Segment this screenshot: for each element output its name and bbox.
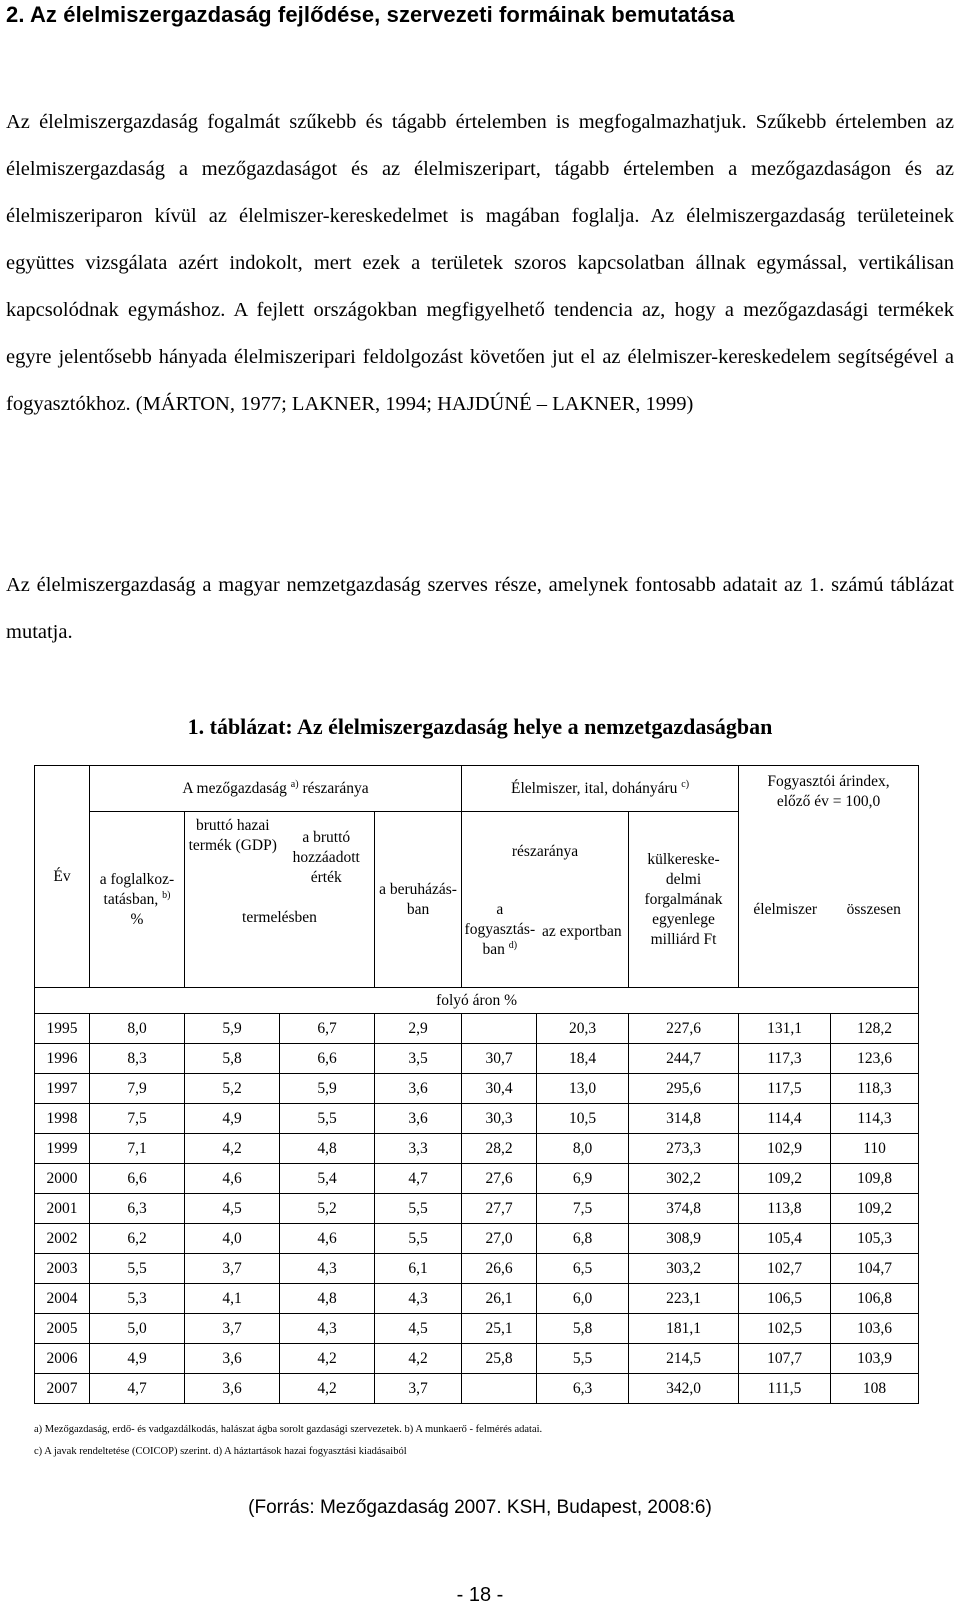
header-row-groups bbox=[35, 766, 919, 812]
header-group-food bbox=[462, 766, 739, 812]
header-group-agriculture-text: A mezőgazdaság bbox=[182, 779, 287, 797]
value-cell: 6,3 bbox=[537, 1374, 629, 1404]
header-group-food-text: Élelmiszer, ital, dohányáru bbox=[511, 779, 678, 797]
year-cell: 2004 bbox=[35, 1284, 90, 1314]
value-cell: 3,6 bbox=[185, 1374, 280, 1404]
value-cell bbox=[462, 1014, 537, 1044]
footnote-marker-a: a) bbox=[290, 778, 299, 790]
value-cell: 4,5 bbox=[375, 1314, 462, 1344]
value-cell: 114,3 bbox=[831, 1104, 919, 1134]
value-cell: 8,0 bbox=[537, 1134, 629, 1164]
value-cell: 102,7 bbox=[739, 1254, 831, 1284]
value-cell: 105,3 bbox=[831, 1224, 919, 1254]
value-cell bbox=[462, 1374, 537, 1404]
value-cell: 5,3 bbox=[90, 1284, 185, 1314]
year-cell: 2001 bbox=[35, 1194, 90, 1224]
footnote-2: c) A javak rendeltetése (COICOP) szerint. d) A háztartások hazai fogyasztási kiadásaiból bbox=[34, 1446, 407, 1457]
value-cell: 20,3 bbox=[537, 1014, 629, 1044]
value-cell: 123,6 bbox=[831, 1044, 919, 1074]
header-consumption: a fogyasztás-ban bbox=[464, 901, 536, 958]
header-gva: a bruttó hozzáadott érték bbox=[292, 829, 360, 886]
value-cell: 374,8 bbox=[629, 1194, 739, 1224]
value-cell: 3,6 bbox=[375, 1074, 462, 1104]
section-heading: 2. Az élelmiszergazdaság fejlődése, szervezeti formáinak bemutatása bbox=[6, 2, 735, 27]
value-cell: 2,9 bbox=[375, 1014, 462, 1044]
value-cell: 3,7 bbox=[185, 1254, 280, 1284]
unit-row bbox=[35, 988, 919, 1014]
value-cell: 26,1 bbox=[462, 1284, 537, 1314]
table-body bbox=[35, 1014, 919, 1404]
table-row bbox=[35, 1374, 919, 1404]
value-cell: 295,6 bbox=[629, 1074, 739, 1104]
value-cell: 314,8 bbox=[629, 1104, 739, 1134]
value-cell: 6,5 bbox=[537, 1254, 629, 1284]
header-investment: a beruházás-ban bbox=[375, 812, 462, 988]
page-number: - 18 - bbox=[456, 1584, 504, 1606]
value-cell: 4,9 bbox=[90, 1344, 185, 1374]
value-cell: 118,3 bbox=[831, 1074, 919, 1104]
value-cell: 5,5 bbox=[375, 1194, 462, 1224]
table-row bbox=[35, 1254, 919, 1284]
value-cell: 6,8 bbox=[537, 1224, 629, 1254]
value-cell: 273,3 bbox=[629, 1134, 739, 1164]
year-cell: 2003 bbox=[35, 1254, 90, 1284]
value-cell: 25,1 bbox=[462, 1314, 537, 1344]
table-row bbox=[35, 1284, 919, 1314]
paragraph-table-intro: Az élelmiszergazdaság a magyar nemzetgazdaság szerves része, amelynek fontosabb adatait az 1. számú táblázat mutatja. bbox=[6, 574, 954, 643]
value-cell: 102,5 bbox=[739, 1314, 831, 1344]
value-cell: 4,6 bbox=[185, 1164, 280, 1194]
value-cell: 3,7 bbox=[185, 1314, 280, 1344]
value-cell: 5,5 bbox=[280, 1104, 375, 1134]
value-cell: 5,9 bbox=[280, 1074, 375, 1104]
year-cell: 2007 bbox=[35, 1374, 90, 1404]
value-cell: 227,6 bbox=[629, 1014, 739, 1044]
table-row bbox=[35, 1044, 919, 1074]
value-cell: 302,2 bbox=[629, 1164, 739, 1194]
value-cell: 5,0 bbox=[90, 1314, 185, 1344]
value-cell: 4,3 bbox=[375, 1284, 462, 1314]
value-cell: 4,2 bbox=[280, 1374, 375, 1404]
value-cell: 6,7 bbox=[280, 1014, 375, 1044]
value-cell: 4,8 bbox=[280, 1284, 375, 1314]
value-cell: 105,4 bbox=[739, 1224, 831, 1254]
value-cell: 5,8 bbox=[537, 1314, 629, 1344]
header-price-index-area bbox=[739, 766, 919, 988]
footnote-marker-b: b) bbox=[162, 889, 171, 901]
value-cell: 128,2 bbox=[831, 1014, 919, 1044]
year-cell: 1999 bbox=[35, 1134, 90, 1164]
value-cell: 108 bbox=[831, 1374, 919, 1404]
value-cell: 4,2 bbox=[185, 1134, 280, 1164]
value-cell: 244,7 bbox=[629, 1044, 739, 1074]
year-cell: 2002 bbox=[35, 1224, 90, 1254]
value-cell: 30,3 bbox=[462, 1104, 537, 1134]
value-cell: 5,4 bbox=[280, 1164, 375, 1194]
value-cell: 5,9 bbox=[185, 1014, 280, 1044]
header-export: az exportban bbox=[542, 923, 622, 940]
value-cell: 104,7 bbox=[831, 1254, 919, 1284]
value-cell: 30,7 bbox=[462, 1044, 537, 1074]
value-cell: 8,0 bbox=[90, 1014, 185, 1044]
value-cell: 103,9 bbox=[831, 1344, 919, 1374]
header-total: összesen bbox=[846, 901, 901, 918]
header-employment-line1: a foglalkoz- bbox=[99, 870, 175, 888]
value-cell: 5,2 bbox=[185, 1074, 280, 1104]
value-cell: 4,0 bbox=[185, 1224, 280, 1254]
value-cell: 4,2 bbox=[375, 1344, 462, 1374]
value-cell: 6,9 bbox=[537, 1164, 629, 1194]
table-row bbox=[35, 1014, 919, 1044]
header-employment-line3: % bbox=[130, 910, 144, 928]
value-cell: 28,2 bbox=[462, 1134, 537, 1164]
value-cell: 8,3 bbox=[90, 1044, 185, 1074]
value-cell: 223,1 bbox=[629, 1284, 739, 1314]
header-price-index: Fogyasztói árindex, előző év = 100,0 bbox=[767, 773, 890, 810]
value-cell: 4,3 bbox=[280, 1314, 375, 1344]
value-cell: 4,7 bbox=[90, 1374, 185, 1404]
value-cell: 107,7 bbox=[739, 1344, 831, 1374]
value-cell: 4,3 bbox=[280, 1254, 375, 1284]
value-cell: 18,4 bbox=[537, 1044, 629, 1074]
value-cell: 27,7 bbox=[462, 1194, 537, 1224]
header-trade-balance: külkereske-delmi forgalmának egyenlege milliárd Ft bbox=[629, 812, 739, 988]
value-cell: 30,4 bbox=[462, 1074, 537, 1104]
value-cell: 113,8 bbox=[739, 1194, 831, 1224]
value-cell: 109,2 bbox=[739, 1164, 831, 1194]
value-cell: 7,5 bbox=[537, 1194, 629, 1224]
year-cell: 2006 bbox=[35, 1344, 90, 1374]
year-cell: 1998 bbox=[35, 1104, 90, 1134]
value-cell: 13,0 bbox=[537, 1074, 629, 1104]
header-employment bbox=[90, 812, 185, 988]
header-share-area bbox=[462, 812, 629, 988]
value-cell: 10,5 bbox=[537, 1104, 629, 1134]
value-cell: 114,4 bbox=[739, 1104, 831, 1134]
value-cell: 4,8 bbox=[280, 1134, 375, 1164]
value-cell: 7,1 bbox=[90, 1134, 185, 1164]
year-cell: 1997 bbox=[35, 1074, 90, 1104]
value-cell: 4,2 bbox=[280, 1344, 375, 1374]
year-cell: 2005 bbox=[35, 1314, 90, 1344]
value-cell: 26,6 bbox=[462, 1254, 537, 1284]
table-row bbox=[35, 1224, 919, 1254]
value-cell: 4,6 bbox=[280, 1224, 375, 1254]
value-cell: 3,5 bbox=[375, 1044, 462, 1074]
footnote-marker-d: d) bbox=[508, 939, 518, 951]
header-group-agriculture bbox=[90, 766, 462, 812]
value-cell: 6,6 bbox=[90, 1164, 185, 1194]
value-cell: 5,5 bbox=[537, 1344, 629, 1374]
value-cell: 6,2 bbox=[90, 1224, 185, 1254]
value-cell: 117,5 bbox=[739, 1074, 831, 1104]
value-cell: 27,0 bbox=[462, 1224, 537, 1254]
value-cell: 5,5 bbox=[90, 1254, 185, 1284]
value-cell: 3,6 bbox=[185, 1344, 280, 1374]
year-cell: 1996 bbox=[35, 1044, 90, 1074]
table-caption: 1. táblázat: Az élelmiszergazdaság helye a nemzetgazdaságban bbox=[187, 714, 773, 739]
table-row bbox=[35, 1314, 919, 1344]
value-cell: 102,9 bbox=[739, 1134, 831, 1164]
value-cell: 3,3 bbox=[375, 1134, 462, 1164]
value-cell: 181,1 bbox=[629, 1314, 739, 1344]
table-row bbox=[35, 1074, 919, 1104]
year-cell: 1995 bbox=[35, 1014, 90, 1044]
value-cell: 5,2 bbox=[280, 1194, 375, 1224]
value-cell: 3,7 bbox=[375, 1374, 462, 1404]
value-cell: 27,6 bbox=[462, 1164, 537, 1194]
header-gdp: bruttó hazai termék (GDP) bbox=[188, 817, 277, 854]
table-row bbox=[35, 1104, 919, 1134]
value-cell: 5,5 bbox=[375, 1224, 462, 1254]
value-cell: 25,8 bbox=[462, 1344, 537, 1374]
header-year: Év bbox=[35, 766, 90, 988]
value-cell: 308,9 bbox=[629, 1224, 739, 1254]
header-production: termelésben bbox=[242, 909, 317, 926]
unit-label: folyó áron % bbox=[35, 988, 919, 1014]
paragraph-definition: Az élelmiszergazdaság fogalmát szűkebb és tágabb értelemben is megfogalmazhatjuk. Szűkebb értelemben az élelmiszergazdaság a mezőgazdaságot és az élelmiszeripart, tágabb értelemben a mezőgazdaságon és az élelmiszeriparon kívül az élelmiszer-kereskedelmet is magában foglalja. Az élelmiszergazdaság területeinek együttes vizsgálata azért indokolt, mert ezek a területek szoros kapcsolatban állnak egymással, vertikálisan kapcsolódnak egymáshoz. A fejlett országokban megfigyelhető tendencia az, hogy a mezőgazdasági termékek egyre jelentősebb hányada élelmiszeripari feldolgozást követően jut el az élelmiszer-kereskedelem segítségével a fogyasztókhoz. (MÁRTON, 1977; LAKNER, 1994; HAJDÚNÉ – LAKNER, 1999) bbox=[6, 111, 954, 415]
header-food: élelmiszer bbox=[753, 901, 818, 918]
value-cell: 303,2 bbox=[629, 1254, 739, 1284]
table-row bbox=[35, 1164, 919, 1194]
value-cell: 109,2 bbox=[831, 1194, 919, 1224]
value-cell: 111,5 bbox=[739, 1374, 831, 1404]
footnote-marker-c: c) bbox=[681, 778, 690, 790]
value-cell: 6,0 bbox=[537, 1284, 629, 1314]
value-cell: 106,8 bbox=[831, 1284, 919, 1314]
value-cell: 7,5 bbox=[90, 1104, 185, 1134]
value-cell: 4,7 bbox=[375, 1164, 462, 1194]
value-cell: 6,1 bbox=[375, 1254, 462, 1284]
value-cell: 106,5 bbox=[739, 1284, 831, 1314]
value-cell: 6,6 bbox=[280, 1044, 375, 1074]
value-cell: 3,6 bbox=[375, 1104, 462, 1134]
value-cell: 110 bbox=[831, 1134, 919, 1164]
value-cell: 4,1 bbox=[185, 1284, 280, 1314]
value-cell: 7,9 bbox=[90, 1074, 185, 1104]
header-share: részaránya bbox=[511, 843, 579, 860]
value-cell: 214,5 bbox=[629, 1344, 739, 1374]
value-cell: 5,8 bbox=[185, 1044, 280, 1074]
header-group-agriculture-suffix: részaránya bbox=[302, 779, 369, 797]
footnote-1: a) Mezőgazdaság, erdő- és vadgazdálkodás, halászat ágba sorolt gazdasági szervezetek. b) A munkaerő - felmérés adatai. bbox=[34, 1424, 543, 1435]
value-cell: 109,8 bbox=[831, 1164, 919, 1194]
table-row bbox=[35, 1194, 919, 1224]
header-employment-line2: tatásban, bbox=[103, 890, 159, 908]
value-cell: 4,9 bbox=[185, 1104, 280, 1134]
table-row bbox=[35, 1134, 919, 1164]
data-table bbox=[34, 765, 919, 1404]
table-row bbox=[35, 1344, 919, 1374]
value-cell: 4,5 bbox=[185, 1194, 280, 1224]
year-cell: 2000 bbox=[35, 1164, 90, 1194]
header-production-area bbox=[185, 812, 375, 988]
value-cell: 131,1 bbox=[739, 1014, 831, 1044]
source-citation: (Forrás: Mezőgazdaság 2007. KSH, Budapest, 2008:6) bbox=[248, 1497, 712, 1518]
value-cell: 6,3 bbox=[90, 1194, 185, 1224]
value-cell: 103,6 bbox=[831, 1314, 919, 1344]
value-cell: 117,3 bbox=[739, 1044, 831, 1074]
value-cell: 342,0 bbox=[629, 1374, 739, 1404]
